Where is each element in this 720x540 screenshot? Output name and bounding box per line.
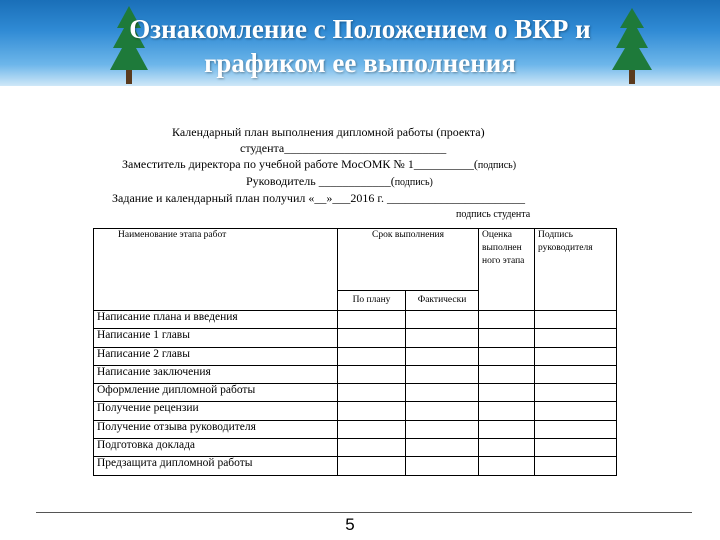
supervisor-signature-label: подпись) xyxy=(394,177,433,188)
header-term: Срок выполнения xyxy=(338,229,479,291)
stage-name-cell: Написание заключения xyxy=(94,365,338,383)
deputy-signature-label: подпись) xyxy=(477,160,517,171)
plan-heading: Календарный план выполнения дипломной работы (проекта) xyxy=(172,125,485,139)
stage-name-cell: Оформление дипломной работы xyxy=(94,384,338,402)
header-grade: Оценка выполнен ного этапа xyxy=(479,229,535,311)
stage-name-cell: Получение рецензии xyxy=(94,402,338,420)
header-fact: Фактически xyxy=(406,291,479,311)
table-row xyxy=(94,384,617,402)
stage-name-cell: Написание 1 главы xyxy=(94,329,338,347)
header-stage-name: Наименование этапа работ xyxy=(94,229,338,311)
stage-name-cell: Написание плана и введения xyxy=(94,311,338,329)
supervisor-text: Руководитель ____________( xyxy=(246,174,395,188)
header-plan: По плану xyxy=(338,291,406,311)
table-row xyxy=(94,439,617,457)
student-signature-label: подпись студента xyxy=(456,209,531,220)
header-signature: Подпись руководителя xyxy=(535,229,617,311)
table-header-row xyxy=(94,229,617,291)
table-row xyxy=(94,457,617,475)
stage-name-cell: Получение отзыва руководителя xyxy=(94,420,338,438)
deputy-director-line xyxy=(122,156,516,174)
stage-name-cell: Предзащита дипломной работы xyxy=(94,457,338,475)
schedule-table xyxy=(93,228,617,476)
slide-title-line1: Ознакомление с Положением о ВКР и xyxy=(129,14,591,44)
assignment-received-line: Задание и календарный план получил «__»___2016 г. _______________________ xyxy=(112,191,525,205)
slide-title xyxy=(0,12,720,80)
table-row xyxy=(94,329,617,347)
stage-name-cell: Написание 2 главы xyxy=(94,347,338,365)
table-row xyxy=(94,347,617,365)
table-row xyxy=(94,365,617,383)
table-row xyxy=(94,420,617,438)
deputy-director-text: Заместитель директора по учебной работе МосОМК № 1__________( xyxy=(122,157,478,171)
stage-name-cell: Подготовка доклада xyxy=(94,439,338,457)
page-number: 5 xyxy=(345,515,355,534)
table-row xyxy=(94,402,617,420)
student-line: студента___________________________ xyxy=(240,141,447,155)
supervisor-line xyxy=(246,173,433,191)
title-banner xyxy=(0,0,720,86)
footer-divider xyxy=(36,512,692,513)
slide-title-line2: графиком ее выполнения xyxy=(204,48,516,78)
table-row xyxy=(94,311,617,329)
